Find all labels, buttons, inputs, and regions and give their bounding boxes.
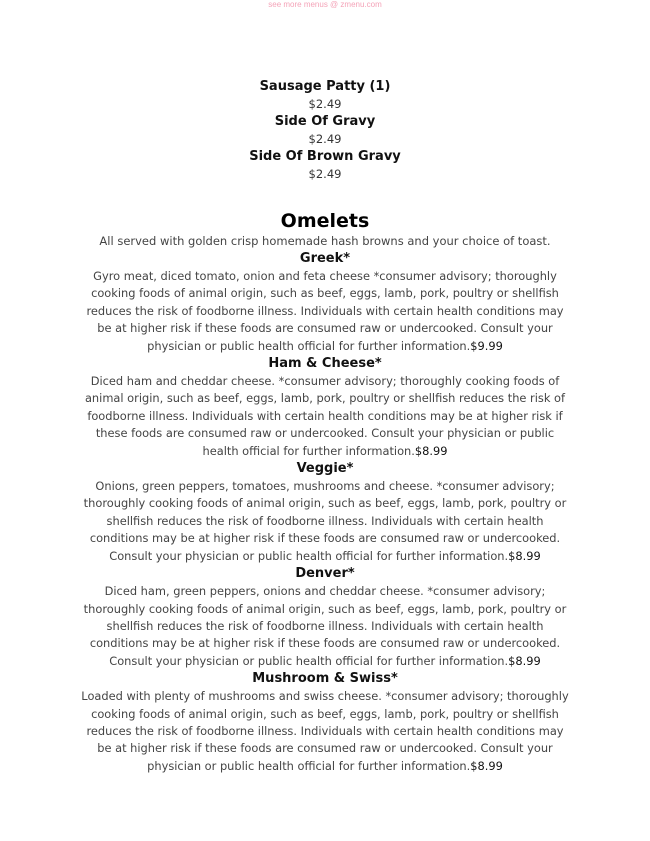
item-price: $2.49 (308, 97, 342, 111)
item-name: Side Of Brown Gravy (249, 149, 401, 164)
menu-page (0, 78, 650, 775)
item-description-text: Loaded with plenty of mushrooms and swiss cheese. *consumer advisory; thoroughly cooking foods of animal origin, such as beef, eggs, lamb, pork, poultry or shellfish reduces the risk of foodborne illness. Individuals with certain health conditions may be at higher risk if these foods are consumed raw or undercooked. Consult your physician or public health official for further information. (81, 689, 569, 773)
item-description-text: Gyro meat, diced tomato, onion and feta cheese *consumer advisory; thoroughly cooking foods of animal origin, such as beef, eggs, lamb, pork, poultry or shellfish reduces the risk of foodborne illness. Individuals with certain health conditions may be at higher risk if these foods are consumed raw or undercooked. Consult your physician or public health official for further information. (86, 269, 564, 353)
item-description (79, 688, 571, 775)
item-name: Sausage Patty (1) (259, 79, 391, 94)
omelet-list (0, 250, 650, 775)
side-item (0, 148, 650, 183)
item-name: Mushroom & Swiss* (252, 671, 398, 687)
item-price: $8.99 (414, 443, 448, 458)
section-title: Omelets (280, 210, 370, 232)
menu-item (0, 250, 650, 355)
item-description (79, 268, 571, 355)
item-description-text: Diced ham, green peppers, onions and cheddar cheese. *consumer advisory; thoroughly cooking foods of animal origin, such as beef, eggs, lamb, pork, poultry or shellfish reduces the risk of foodborne illness. Individuals with certain health conditions may be at higher risk if these foods are consumed raw or undercooked. Consult your physician or public health official for further information. (83, 584, 567, 668)
item-price: $2.49 (308, 167, 342, 181)
watermark: see more menus @ zmenu.com (268, 0, 382, 9)
menu-item (0, 355, 650, 460)
sides-list (0, 78, 650, 183)
item-price: $8.99 (508, 548, 541, 563)
item-price: $8.99 (508, 653, 541, 668)
item-name: Side Of Gravy (274, 114, 376, 129)
item-price: $2.49 (308, 132, 342, 146)
item-description-text: Onions, green peppers, tomatoes, mushrooms and cheese. *consumer advisory; thoroughly cooking foods of animal origin, such as beef, eggs, lamb, pork, poultry or shellfish reduces the risk of foodborne illness. Individuals with certain health conditions may be at higher risk if these foods are consumed raw or undercooked. Consult your physician or public health official for further information. (83, 479, 567, 563)
item-description-text: Diced ham and cheddar cheese. *consumer advisory; thoroughly cooking foods of animal origin, such as beef, eggs, lamb, pork, poultry or shellfish reduces the risk of foodborne illness. Individuals with certain health conditions may be at higher risk if these foods are consumed raw or undercooked. Consult your physician or public health official for further information. (84, 374, 566, 458)
item-name: Denver* (295, 566, 355, 582)
item-price: $9.99 (470, 338, 503, 353)
item-description (79, 583, 571, 670)
item-name: Greek* (299, 251, 351, 266)
item-name: Ham & Cheese* (268, 356, 382, 372)
side-item (0, 78, 650, 113)
item-name: Veggie* (296, 461, 354, 477)
menu-item (0, 565, 650, 670)
item-description (79, 373, 571, 460)
item-price: $8.99 (470, 758, 503, 773)
section-subtitle: All served with golden crisp homemade hash browns and your choice of toast. (99, 234, 551, 248)
menu-item (0, 460, 650, 565)
menu-item (0, 670, 650, 775)
side-item (0, 113, 650, 148)
item-description (79, 478, 571, 565)
